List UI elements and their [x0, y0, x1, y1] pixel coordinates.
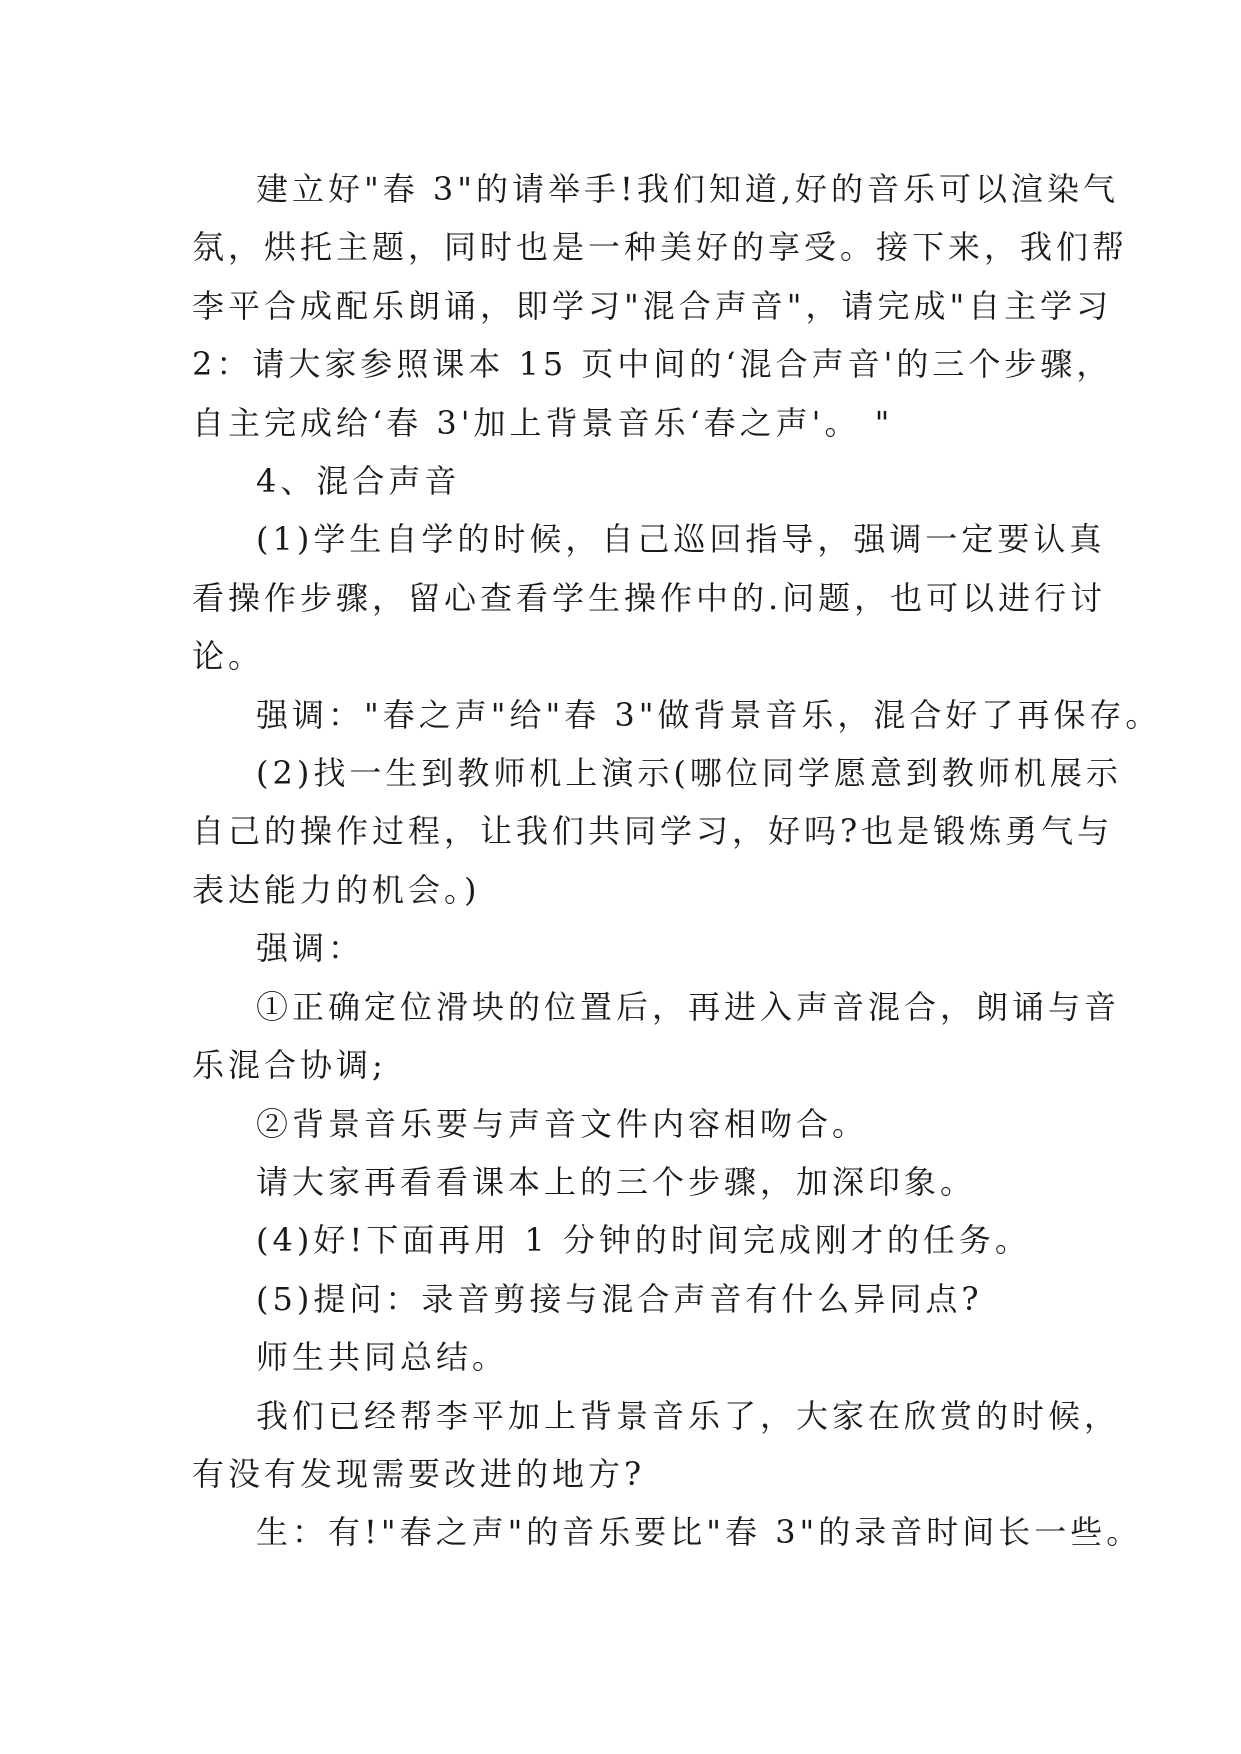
text-line: 自主完成给‘春 3'加上背景音乐‘春之声'。 " — [192, 403, 894, 442]
text-line: 我们已经帮李平加上背景音乐了，大家在欣赏的时候， — [256, 1396, 1121, 1435]
text-line: 自己的操作过程，让我们共同学习，好吗?也是锻炼勇气与 — [192, 812, 1114, 851]
text-line: 强调："春之声"给"春 3"做背景音乐，混合好了再保存。 — [256, 695, 1162, 734]
text-line: 请大家再看看课本上的三个步骤，加深印象。 — [256, 1162, 977, 1201]
text-line: (5)提问：录音剪接与混合声音有什么异同点? — [256, 1279, 983, 1318]
text-line: (1)学生自学的时候，自己巡回指导，强调一定要认真 — [256, 520, 1106, 559]
text-line: 强调： — [256, 929, 365, 968]
text-line: ①正确定位滑块的位置后，再进入声音混合，朗诵与音 — [256, 987, 1121, 1026]
text-line: 建立好"春 3"的请举手!我们知道,好的音乐可以渲染气 — [256, 170, 1120, 208]
text-line: (4)好!下面再用 1 分钟的时间完成刚才的任务。 — [256, 1221, 1031, 1260]
text-line: 看操作步骤，留心查看学生操作中的.问题，也可以进行讨 — [192, 578, 1107, 617]
text-line: 李平合成配乐朗诵，即学习"混合声音"，请完成"自主学习 — [192, 286, 1113, 325]
section-heading: 4、混合声音 — [256, 462, 461, 501]
document-body — [192, 160, 1162, 1562]
text-line: 表达能力的机会。) — [192, 870, 481, 909]
text-line: 有没有发现需要改进的地方? — [192, 1454, 646, 1493]
text-line: 乐混合协调; — [192, 1046, 387, 1085]
text-line: 师生共同总结。 — [256, 1338, 509, 1377]
text-line: 2：请大家参照课本 15 页中间的‘混合声音'的三个步骤， — [192, 345, 1113, 384]
text-line: 生：有!"春之声"的音乐要比"春 3"的录音时间长一些。 — [256, 1513, 1143, 1552]
text-line: (2)找一生到教师机上演示(哪位同学愿意到教师机展示 — [256, 754, 1122, 793]
text-line: 氛，烘托主题，同时也是一种美好的享受。接下来，我们帮 — [192, 228, 1129, 267]
text-line: 论。 — [192, 637, 265, 676]
text-line: ②背景音乐要与声音文件内容相吻合。 — [256, 1104, 869, 1143]
